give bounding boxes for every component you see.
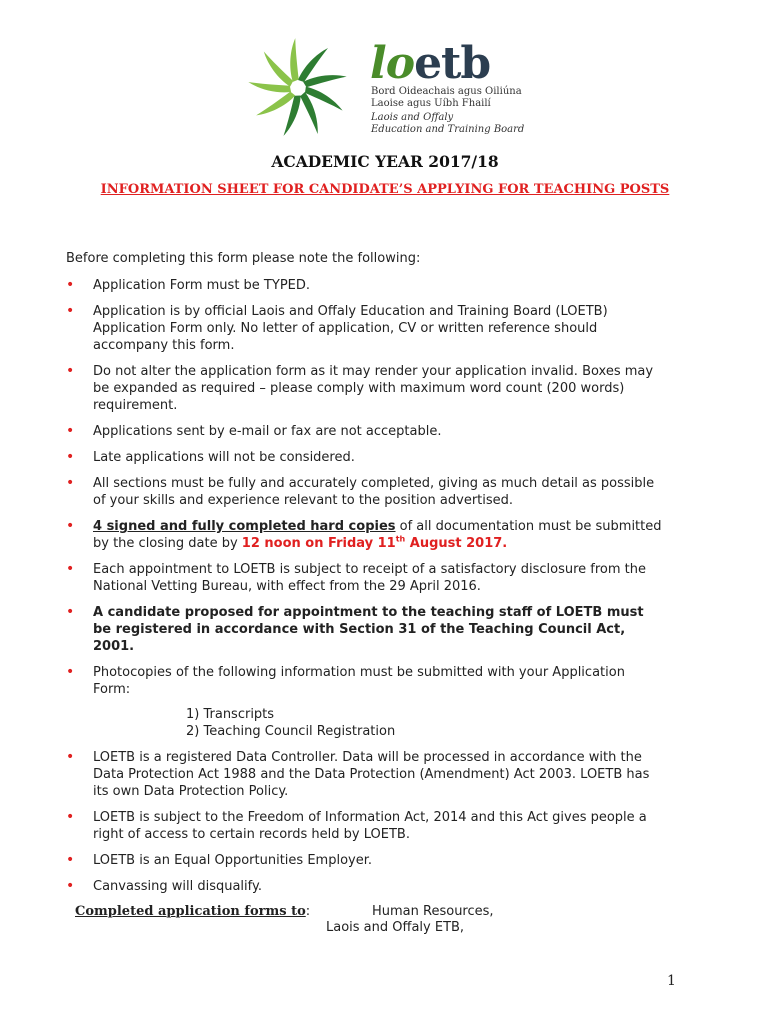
list-item: • Canvassing will disqualify. [66, 878, 262, 894]
list-item-teaching-council: • A candidate proposed for appointment to the teaching staff of LOETB must be registered in accordance with Section 31 of the Teaching Council Act, 2001. [66, 604, 644, 654]
submission-recipient: Human Resources, [372, 904, 494, 919]
sublist-item: 2) Teaching Council Registration [186, 724, 396, 739]
document-heading: ACADEMIC YEAR 2017/18 [271, 152, 499, 171]
submission-address-line1: Completed application forms to: Human Resources, [75, 904, 494, 919]
logo-wordmark: loetb [370, 38, 491, 89]
list-item: • Late applications will not be considered. [66, 449, 355, 465]
list-item: • Applications sent by e-mail or fax are not acceptable. [66, 423, 442, 439]
list-item-photocopies: • Photocopies of the following information must be submitted with your Application Form: 1) Transcripts 2) Teaching Council Registration [66, 664, 666, 740]
logo-english-line2: Education and Training Board [371, 124, 525, 135]
bullet-icon: • [66, 518, 75, 534]
intro-text: Before completing this form please note the following: [66, 251, 421, 266]
document-subheading: INFORMATION SHEET FOR CANDIDATE’S APPLYING FOR TEACHING POSTS [100, 182, 670, 197]
list-item: • LOETB is subject to the Freedom of Information Act, 2014 and this Act gives people a right of access to certain records held by LOETB. [66, 809, 647, 842]
photocopies-sublist [186, 706, 666, 740]
closing-deadline: 12 noon on Friday 11th August 2017. [241, 534, 508, 551]
requirements-list [66, 277, 666, 904]
sublist-item: 1) Transcripts [186, 707, 275, 722]
bullet-icon: • [66, 852, 75, 868]
submission-address-line2: Laois and Offaly ETB, [326, 920, 465, 935]
list-item: • Application Form must be TYPED. [66, 277, 311, 293]
bullet-icon: • [66, 449, 75, 465]
bullet-icon: • [66, 277, 75, 293]
logo-irish-line2: Laoise agus Uíbh Fhailí [371, 98, 491, 109]
bullet-icon: • [66, 303, 75, 319]
bullet-icon: • [66, 878, 75, 894]
hard-copies-emphasis: 4 signed and fully completed hard copies [93, 519, 396, 534]
bullet-icon: • [66, 423, 75, 439]
bullet-icon: • [66, 604, 75, 620]
list-item: • Application is by official Laois and Offaly Education and Training Board (LOETB) Application Form only. No letter of application, CV or written reference should accompany this form. [66, 303, 608, 353]
loetb-logo [248, 38, 525, 138]
bullet-icon: • [66, 749, 75, 765]
submission-label: Completed application forms to [75, 904, 306, 919]
list-item: • Do not alter the application form as it may render your application invalid. Boxes may be expanded as required – please comply with maximum word count (200 words) requirement. [66, 363, 654, 413]
bullet-icon: • [66, 475, 75, 491]
swirl-logo-icon [248, 38, 358, 138]
bullet-icon: • [66, 363, 75, 379]
list-item: • LOETB is an Equal Opportunities Employer. [66, 852, 372, 868]
page-number: 1 [667, 973, 676, 989]
bullet-icon: • [66, 561, 75, 577]
bullet-icon: • [66, 664, 75, 680]
list-item: • Each appointment to LOETB is subject to receipt of a satisfactory disclosure from the National Vetting Bureau, with effect from the 29 April 2016. [66, 561, 647, 594]
bullet-icon: • [66, 809, 75, 825]
logo-irish-line1: Bord Oideachais agus Oiliúna [371, 86, 522, 97]
list-item: • All sections must be fully and accurately completed, giving as much detail as possible of your skills and experience relevant to the position advertised. [66, 475, 655, 508]
list-item-hard-copies: • 4 signed and fully completed hard copies of all documentation must be submitted by the closing date by 12 noon on Friday 11th August 2017. [66, 518, 662, 551]
logo-english-line1: Laois and Offaly [371, 112, 454, 123]
list-item: • LOETB is a registered Data Controller. Data will be processed in accordance with the Data Protection Act 1988 and the Data Protection (Amendment) Act 2003. LOETB has its own Data Protection Policy. [66, 749, 650, 799]
